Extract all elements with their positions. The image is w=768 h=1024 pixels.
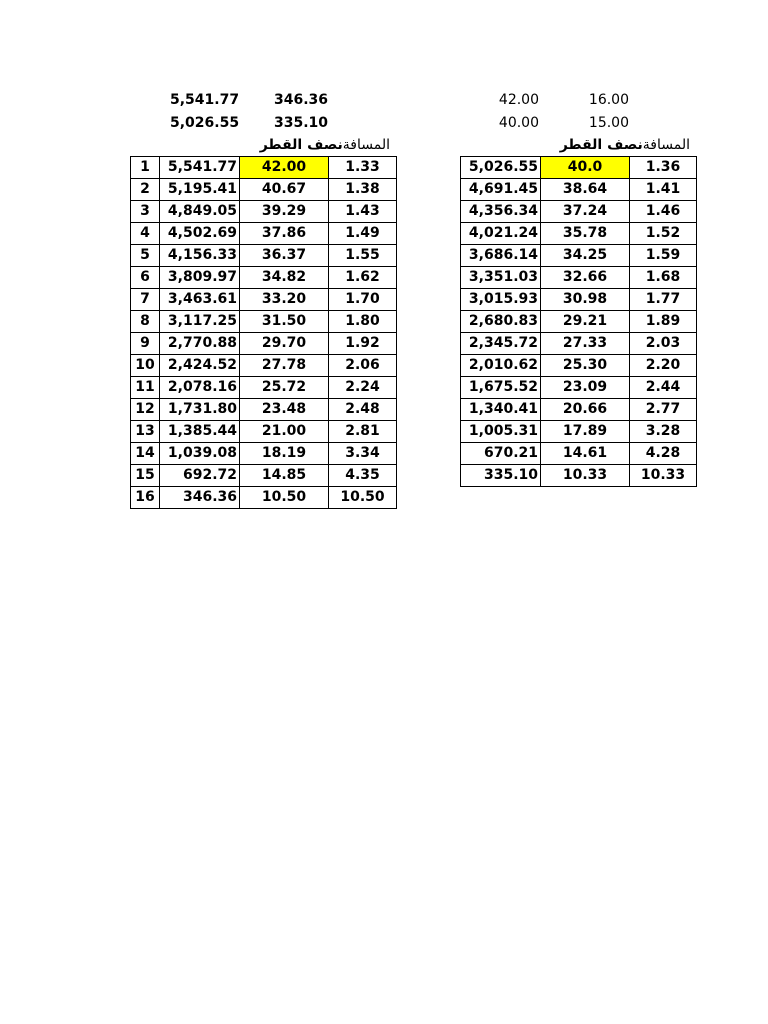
radius-cell: 32.66 [541,267,630,289]
ratio-cell: 2.81 [329,421,397,443]
ratio-cell: 1.62 [329,267,397,289]
ratio-cell: 1.36 [630,157,697,179]
right-heading-distance: المسافة [642,137,690,153]
table-row [131,399,397,421]
radius-cell: 31.50 [240,311,329,333]
radius-cell: 42.00 [240,157,329,179]
table-row [131,311,397,333]
distance-cell: 1,005.31 [461,421,541,443]
ratio-cell: 2.77 [630,399,697,421]
distance-cell: 1,340.41 [461,399,541,421]
table-row [461,333,697,355]
right-summary-value-a: 40.00 [498,115,539,131]
radius-cell: 14.61 [541,443,630,465]
row-index-cell: 14 [131,443,160,465]
table-row [461,311,697,333]
distance-cell: 3,351.03 [461,267,541,289]
table-row [461,179,697,201]
right-heading-radius: نصف القطر [559,137,643,153]
radius-cell: 36.37 [240,245,329,267]
radius-cell: 17.89 [541,421,630,443]
radius-cell: 10.33 [541,465,630,487]
row-index-cell: 8 [131,311,160,333]
radius-cell: 14.85 [240,465,329,487]
table-row [131,355,397,377]
distance-cell: 692.72 [160,465,240,487]
left-heading-distance: المسافة [342,137,390,153]
ratio-cell: 1.80 [329,311,397,333]
radius-cell: 34.82 [240,267,329,289]
ratio-cell: 1.49 [329,223,397,245]
ratio-cell: 1.68 [630,267,697,289]
distance-cell: 4,156.33 [160,245,240,267]
table-row [461,157,697,179]
ratio-cell: 10.50 [329,487,397,509]
radius-cell: 37.24 [541,201,630,223]
radius-cell: 37.86 [240,223,329,245]
table-row [461,267,697,289]
ratio-cell: 1.92 [329,333,397,355]
ratio-cell: 1.77 [630,289,697,311]
ratio-cell: 2.20 [630,355,697,377]
ratio-cell: 1.59 [630,245,697,267]
radius-cell: 29.70 [240,333,329,355]
distance-cell: 2,680.83 [461,311,541,333]
radius-cell: 40.0 [541,157,630,179]
table-row [131,465,397,487]
right-summary-row-2 [460,112,696,134]
table-row [131,245,397,267]
table-row [461,289,697,311]
left-summary-row-1 [130,89,396,111]
ratio-cell: 1.52 [630,223,697,245]
left-summary-value-a: 5,026.55 [170,115,240,131]
right-summary-value-b: 16.00 [588,92,629,108]
distance-cell: 3,117.25 [160,311,240,333]
row-index-cell: 9 [131,333,160,355]
distance-cell: 3,686.14 [461,245,541,267]
ratio-cell: 4.28 [630,443,697,465]
row-index-cell: 3 [131,201,160,223]
radius-cell: 33.20 [240,289,329,311]
ratio-cell: 2.44 [630,377,697,399]
distance-cell: 3,015.93 [461,289,541,311]
left-heading [200,134,390,156]
radius-cell: 40.67 [240,179,329,201]
table-row [131,487,397,509]
distance-cell: 3,809.97 [160,267,240,289]
left-summary-value-b: 335.10 [273,115,328,131]
left-table-body [131,157,397,509]
ratio-cell: 3.34 [329,443,397,465]
ratio-cell: 1.89 [630,311,697,333]
distance-cell: 335.10 [461,465,541,487]
row-index-cell: 11 [131,377,160,399]
left-data-table [130,156,397,509]
ratio-cell: 2.03 [630,333,697,355]
distance-cell: 1,039.08 [160,443,240,465]
row-index-cell: 6 [131,267,160,289]
radius-cell: 29.21 [541,311,630,333]
right-summary-row-1 [460,89,696,111]
table-row [461,443,697,465]
ratio-cell: 2.48 [329,399,397,421]
row-index-cell: 13 [131,421,160,443]
table-row [131,377,397,399]
table-row [131,421,397,443]
table-row [461,223,697,245]
ratio-cell: 1.55 [329,245,397,267]
radius-cell: 21.00 [240,421,329,443]
ratio-cell: 4.35 [329,465,397,487]
distance-cell: 346.36 [160,487,240,509]
table-row [461,245,697,267]
distance-cell: 2,424.52 [160,355,240,377]
right-summary-value-b: 15.00 [588,115,629,131]
ratio-cell: 1.33 [329,157,397,179]
ratio-cell: 1.46 [630,201,697,223]
radius-cell: 39.29 [240,201,329,223]
ratio-cell: 2.24 [329,377,397,399]
radius-cell: 35.78 [541,223,630,245]
row-index-cell: 1 [131,157,160,179]
table-row [131,223,397,245]
ratio-cell: 1.70 [329,289,397,311]
left-summary-value-a: 5,541.77 [170,92,240,108]
distance-cell: 1,385.44 [160,421,240,443]
distance-cell: 670.21 [461,443,541,465]
table-row [131,267,397,289]
right-data-table [460,156,697,487]
radius-cell: 18.19 [240,443,329,465]
distance-cell: 5,026.55 [461,157,541,179]
left-summary-row-2 [130,112,396,134]
distance-cell: 5,541.77 [160,157,240,179]
table-row [131,443,397,465]
distance-cell: 4,502.69 [160,223,240,245]
distance-cell: 1,675.52 [461,377,541,399]
ratio-cell: 2.06 [329,355,397,377]
distance-cell: 3,463.61 [160,289,240,311]
table-row [461,421,697,443]
radius-cell: 25.30 [541,355,630,377]
table-row [461,465,697,487]
ratio-cell: 3.28 [630,421,697,443]
table-row [131,157,397,179]
distance-cell: 4,849.05 [160,201,240,223]
table-row [131,333,397,355]
distance-cell: 4,021.24 [461,223,541,245]
distance-cell: 1,731.80 [160,399,240,421]
radius-cell: 27.78 [240,355,329,377]
radius-cell: 30.98 [541,289,630,311]
distance-cell: 2,010.62 [461,355,541,377]
row-index-cell: 15 [131,465,160,487]
radius-cell: 23.48 [240,399,329,421]
table-row [461,399,697,421]
table-row [461,355,697,377]
row-index-cell: 7 [131,289,160,311]
ratio-cell: 1.41 [630,179,697,201]
distance-cell: 5,195.41 [160,179,240,201]
distance-cell: 2,770.88 [160,333,240,355]
ratio-cell: 10.33 [630,465,697,487]
row-index-cell: 2 [131,179,160,201]
radius-cell: 10.50 [240,487,329,509]
ratio-cell: 1.43 [329,201,397,223]
radius-cell: 27.33 [541,333,630,355]
distance-cell: 2,078.16 [160,377,240,399]
row-index-cell: 16 [131,487,160,509]
right-table-body [461,157,697,487]
right-summary-value-a: 42.00 [498,92,539,108]
row-index-cell: 10 [131,355,160,377]
radius-cell: 38.64 [541,179,630,201]
radius-cell: 23.09 [541,377,630,399]
row-index-cell: 12 [131,399,160,421]
left-summary-value-b: 346.36 [273,92,328,108]
table-row [131,289,397,311]
left-heading-radius: نصف القطر [259,137,343,153]
right-heading [500,134,690,156]
radius-cell: 34.25 [541,245,630,267]
distance-cell: 4,691.45 [461,179,541,201]
radius-cell: 20.66 [541,399,630,421]
table-row [461,377,697,399]
row-index-cell: 4 [131,223,160,245]
table-row [131,179,397,201]
distance-cell: 2,345.72 [461,333,541,355]
row-index-cell: 5 [131,245,160,267]
distance-cell: 4,356.34 [461,201,541,223]
table-row [461,201,697,223]
table-row [131,201,397,223]
radius-cell: 25.72 [240,377,329,399]
ratio-cell: 1.38 [329,179,397,201]
